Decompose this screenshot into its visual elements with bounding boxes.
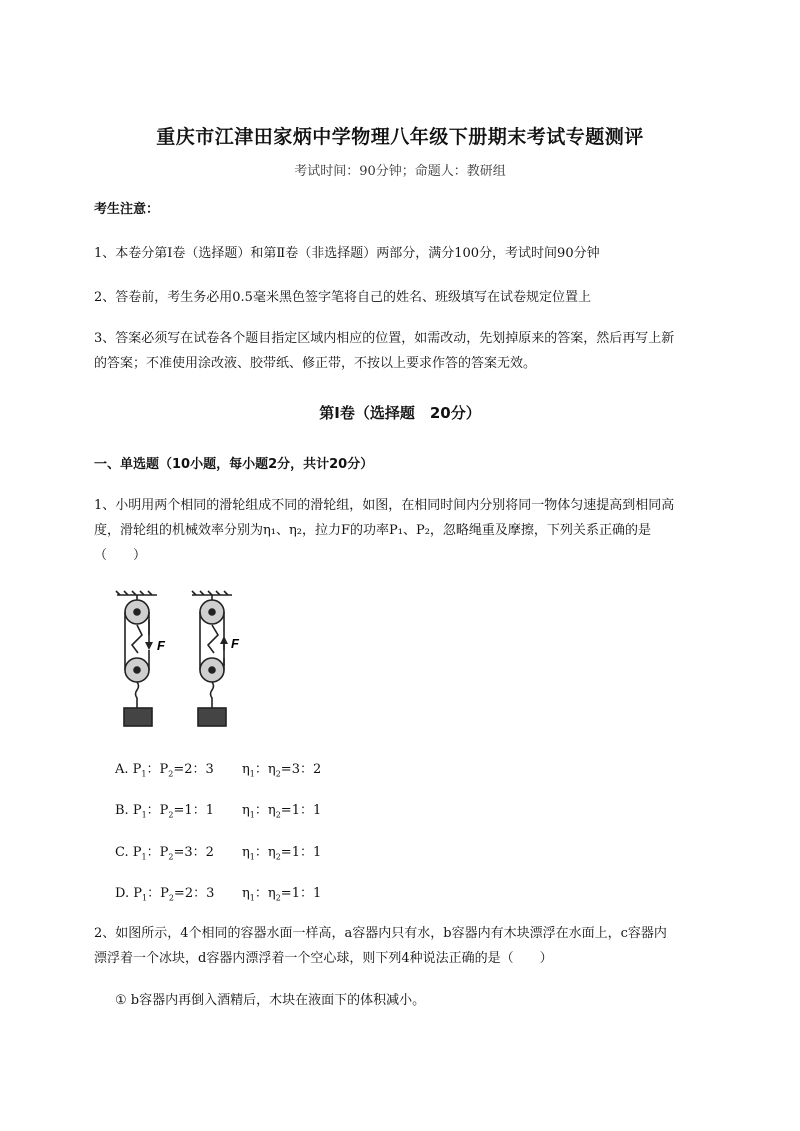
q2-text-line-1: 2、如图所示，4个相同的容器水面一样高，a容器内只有水，b容器内有木块漂浮在水面上，c容器内: [94, 926, 667, 941]
notice-item-2: 2、答卷前，考生务必用0.5毫米黑色签字笔将自己的姓名、班级填写在试卷规定位置上: [94, 290, 591, 305]
force-label-1: F: [157, 638, 165, 653]
notice-heading: 考生注意：: [94, 202, 160, 217]
q1-option-b[interactable]: B. $P_1$：$P_2=1$：1 $\eta_1$：$\eta_2=1$：1: [115, 803, 322, 820]
section-title: 第I卷（选择题 20分）: [319, 404, 481, 422]
part-heading: 一、单选题（10小题，每小题2分，共计20分）: [94, 457, 374, 472]
pulley-figure: [112, 590, 262, 730]
q2-statement-1: ① b容器内再倒入酒精后，木块在液面下的体积减小。: [115, 993, 426, 1008]
q1-text-line-3: （ ）: [94, 548, 147, 563]
page-title: 重庆市江津田家炳中学物理八年级下册期末考试专题测评: [156, 126, 644, 148]
notice-item-3-cont: 的答案；不准使用涂改液、胶带纸、修正带，不按以上要求作答的答案无效。: [94, 356, 537, 371]
force-label-2: F: [231, 636, 239, 651]
exam-info: 考试时间：90分钟；命题人：教研组: [294, 164, 506, 179]
q1-option-c[interactable]: C. $P_1$：$P_2=3$：2 $\eta_1$：$\eta_2=1$：1: [115, 845, 322, 862]
q1-option-a[interactable]: A. $P_1$：$P_2=2$：3 $\eta_1$：$\eta_2=3$：2: [115, 762, 322, 779]
q1-text-line-2: 度，滑轮组的机械效率分别为η₁、η₂，拉力F的功率P₁、P₂，忽略绳重及摩擦，下列关系正确的是: [94, 523, 651, 538]
q1-text-line-1: 1、小明用两个相同的滑轮组成不同的滑轮组，如图，在相同时间内分别将同一物体匀速提高到相同高: [94, 498, 675, 513]
q2-text-line-2: 漂浮着一个冰块，d容器内漂浮着一个空心球，则下列4种说法正确的是（ ）: [94, 951, 553, 966]
q1-option-d[interactable]: D. $P_1$：$P_2=2$：3 $\eta_1$：$\eta_2=1$：1: [115, 886, 322, 903]
notice-item-1: 1、本卷分第I卷（选择题）和第Ⅱ卷（非选择题）两部分，满分100分，考试时间90分钟: [94, 246, 600, 261]
notice-item-3: 3、答案必须写在试卷各个题目指定区域内相应的位置，如需改动，先划掉原来的答案，然后再写上新: [94, 331, 675, 346]
